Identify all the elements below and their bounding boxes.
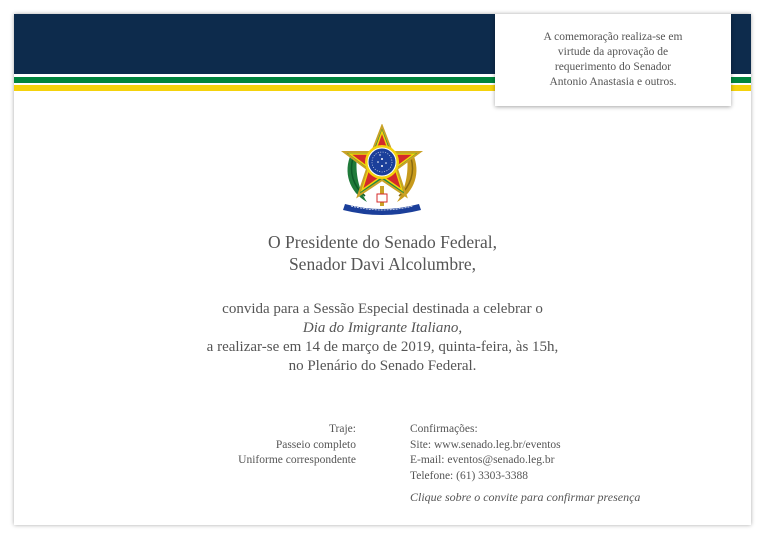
coat-of-arms-of-brazil-icon bbox=[337, 124, 427, 216]
note-line: A comemoração realiza-se em bbox=[543, 31, 683, 43]
invitation-line: convida para a Sessão Especial destinada a celebrar o bbox=[222, 301, 543, 317]
president-title: O Presidente do Senado Federal, bbox=[268, 232, 497, 252]
note-line: requerimento do Senador bbox=[554, 61, 672, 73]
dress-code-label: Traje: bbox=[328, 423, 356, 435]
note-line: virtude da aprovação de bbox=[557, 46, 669, 58]
dress-code bbox=[194, 422, 356, 469]
dress-code-item: Passeio completo bbox=[275, 438, 356, 451]
confirmations-email[interactable]: E-mail: eventos@senado.leg.br bbox=[410, 454, 555, 466]
note-line: Antonio Anastasia e outros. bbox=[549, 76, 677, 88]
invitation-date: a realizar-se em 14 de março de 2019, quinta-feira, às 15h, bbox=[206, 339, 559, 355]
president-name: Senador Davi Alcolumbre, bbox=[288, 254, 477, 274]
confirmations-site[interactable]: Site: www.senado.leg.br/eventos bbox=[410, 438, 561, 451]
invitation-text bbox=[14, 300, 751, 376]
invitation-location: no Plenário do Senado Federal. bbox=[288, 358, 477, 374]
info-note bbox=[495, 14, 731, 106]
confirm-presence-link[interactable]: Clique sobre o convite para confirmar presença bbox=[410, 490, 641, 504]
dress-code-item: Uniforme correspondente bbox=[238, 454, 356, 466]
invitation-card[interactable] bbox=[14, 14, 751, 525]
confirmations-phone: Telefone: (61) 3303-3388 bbox=[410, 469, 528, 482]
event-name: Dia do Imigrante Italiano, bbox=[302, 320, 463, 336]
confirmations bbox=[410, 422, 561, 484]
confirmations-label: Confirmações: bbox=[410, 423, 478, 435]
